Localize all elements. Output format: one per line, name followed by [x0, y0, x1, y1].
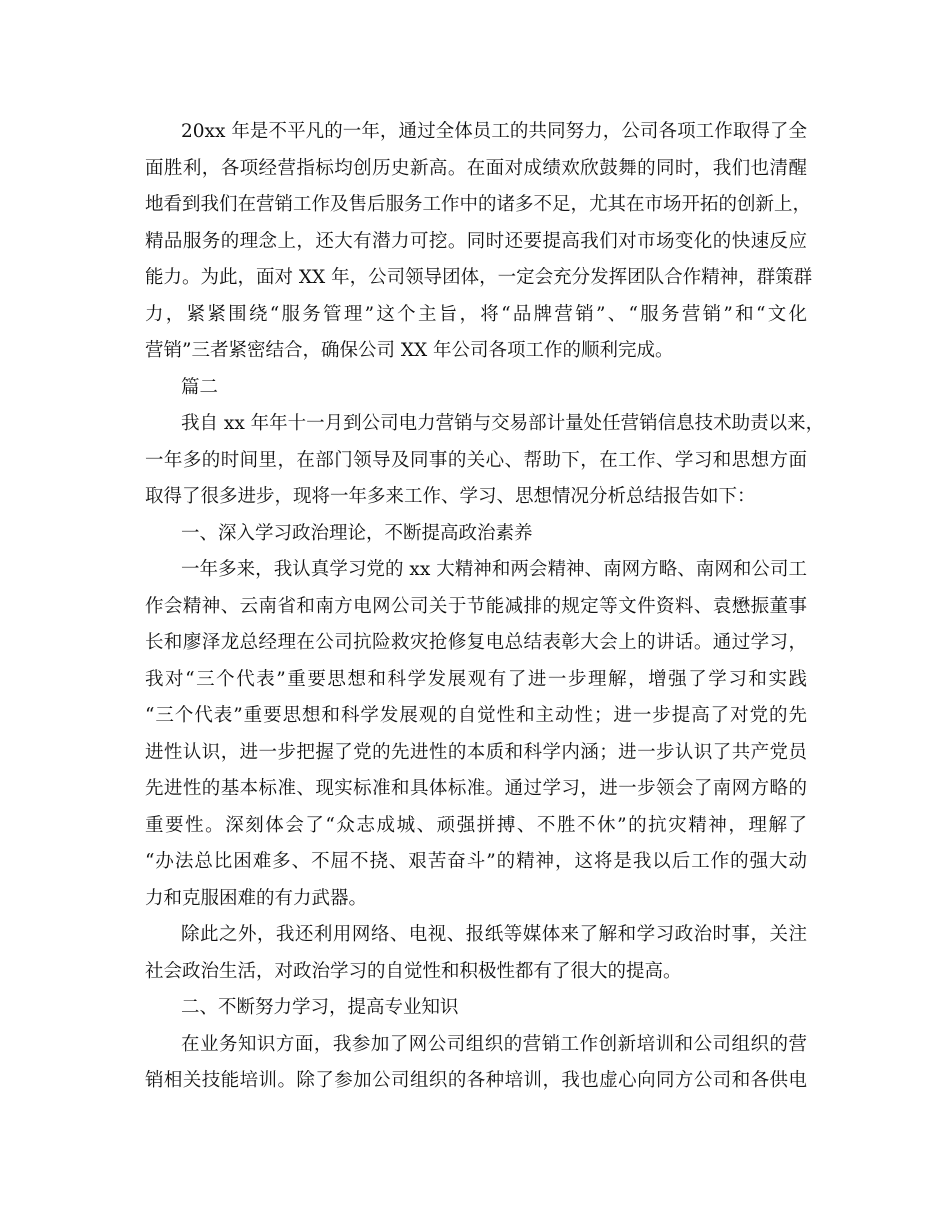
text-line: “办法总比困难多、不屈不挠、艰苦奋斗”的精神，这将是我以后工作的强大动	[145, 851, 807, 872]
paragraph	[145, 114, 813, 370]
text-line: 一年多来，我认真学习党的 xx 大精神和两会精神、南网方略、南网和公司工	[181, 559, 807, 580]
heading-text: 一、深入学习政治理论，不断提高政治素养	[181, 522, 533, 544]
text-line: 作会精神、云南省和南方电网公司关于节能减排的规定等文件资料、袁懋振董事	[145, 595, 807, 617]
heading-text: 二、不断努力学习，提高专业知识	[181, 997, 459, 1018]
text-line: 力和克服困难的有力武器。	[145, 887, 368, 909]
heading-text: 篇二	[181, 376, 219, 398]
document-body	[145, 114, 825, 1100]
paragraph	[145, 1027, 807, 1100]
paragraph	[145, 406, 825, 516]
text-line: 社会政治生活，对政治学习的自觉性和积极性都有了很大的提高。	[145, 960, 682, 982]
text-line: 先进性的基本标准、现实标准和具体标准。通过学习，进一步领会了南网方略的	[145, 778, 807, 799]
text-line: 营销”三者紧密结合，确保公司 XX 年公司各项工作的顺利完成。	[145, 340, 674, 361]
text-line: 地看到我们在营销工作及售后服务工作中的诸多不足，尤其在市场开拓的创新上，	[145, 194, 812, 215]
text-line: 我对“三个代表”重要思想和科学发展观有了进一步理解，增强了学习和实践	[145, 668, 807, 690]
text-line: 面胜利，各项经营指标均创历史新高。在面对成绩欢欣鼓舞的同时，我们也清醒	[145, 157, 807, 179]
text-line: 长和廖泽龙总经理在公司抗险救灾抢修复电总结表彰大会上的讲话。通过学习，	[145, 632, 807, 653]
section-heading	[145, 370, 807, 407]
text-line: 重要性。深刻体会了“众志成城、顽强拼搏、不胜不休”的抗灾精神，理解了	[145, 814, 807, 836]
text-line: 我自 xx 年年十一月到公司电力营销与交易部计量处任营销信息技术助责以来，	[181, 413, 825, 434]
paragraph	[145, 552, 807, 917]
text-line: 能力。为此，面对 XX 年，公司领导团体，一定会充分发挥团队合作精神，群策群	[145, 267, 813, 288]
paragraph	[145, 917, 807, 990]
text-line: 一年多的时间里，在部门领导及同事的关心、帮助下，在工作、学习和思想方面	[145, 449, 807, 471]
text-line: 除此之外，我还利用网络、电视、报纸等媒体来了解和学习政治时事，关注	[181, 924, 807, 945]
text-line: 力，紧紧围绕“服务管理”这个主旨，将“品牌营销”、“服务营销”和“文化	[145, 303, 807, 325]
section-heading	[145, 990, 807, 1027]
text-line: 取得了很多进步，现将一年多来工作、学习、思想情况分析总结报告如下：	[145, 486, 756, 507]
text-line: “三个代表”重要思想和科学发展观的自觉性和主动性；进一步提高了对党的先	[145, 705, 807, 726]
text-line: 精品服务的理念上，还大有潜力可挖。同时还要提高我们对市场变化的快速反应	[145, 230, 807, 252]
text-line: 在业务知识方面，我参加了网公司组织的营销工作创新培训和公司组织的营	[181, 1033, 807, 1055]
section-heading	[145, 516, 807, 553]
text-line: 销相关技能培训。除了参加公司组织的各种培训，我也虚心向同方公司和各供电	[145, 1070, 807, 1091]
text-line: 进性认识，进一步把握了党的先进性的本质和科学内涵；进一步认识了共产党员	[145, 741, 807, 763]
text-line: 20xx 年是不平凡的一年，通过全体员工的共同努力，公司各项工作取得了全	[181, 121, 807, 142]
